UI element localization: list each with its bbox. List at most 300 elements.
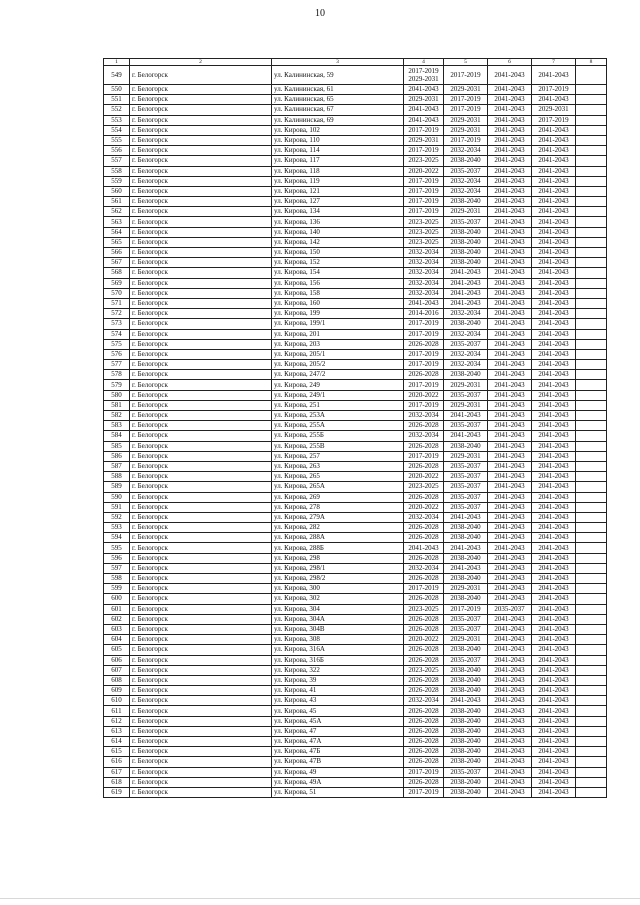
row-number-cell: 577 <box>104 360 130 370</box>
period-4-cell: 2041-2043 <box>532 135 576 145</box>
address-cell: ул. Кирова, 302 <box>272 594 404 604</box>
period-2-cell: 2029-2031 <box>444 125 488 135</box>
period-1-cell: 2017-2019 <box>404 146 444 156</box>
period-2-cell: 2038-2040 <box>444 441 488 451</box>
period-1-cell: 2026-2028 <box>404 747 444 757</box>
address-cell: ул. Кирова, 51 <box>272 787 404 797</box>
note-cell <box>576 309 607 319</box>
note-cell <box>576 349 607 359</box>
row-number-cell: 569 <box>104 278 130 288</box>
address-cell: ул. Кирова, 253А <box>272 411 404 421</box>
settlement-cell: г. Белогорск <box>130 563 272 573</box>
period-4-cell: 2041-2043 <box>532 553 576 563</box>
period-3-cell: 2041-2043 <box>488 645 532 655</box>
period-3-cell: 2041-2043 <box>488 441 532 451</box>
period-4-cell: 2041-2043 <box>532 66 576 85</box>
settlement-cell: г. Белогорск <box>130 288 272 298</box>
period-3-cell: 2041-2043 <box>488 757 532 767</box>
period-4-cell: 2041-2043 <box>532 777 576 787</box>
address-cell: ул. Кирова, 316Б <box>272 655 404 665</box>
table-row <box>104 115 607 125</box>
note-cell <box>576 237 607 247</box>
table-row <box>104 85 607 95</box>
period-4-cell: 2041-2043 <box>532 441 576 451</box>
table-row <box>104 329 607 339</box>
column-number: 7 <box>532 59 576 66</box>
note-cell <box>576 787 607 797</box>
period-1-cell: 2041-2043 <box>404 298 444 308</box>
address-cell: ул. Кирова, 269 <box>272 492 404 502</box>
table-row <box>104 706 607 716</box>
period-2-cell: 2038-2040 <box>444 533 488 543</box>
period-1-cell: 2026-2028 <box>404 737 444 747</box>
note-cell <box>576 95 607 105</box>
period-1-cell: 2017-2019 <box>404 125 444 135</box>
period-1-cell: 2023-2025 <box>404 156 444 166</box>
period-3-cell: 2041-2043 <box>488 186 532 196</box>
period-1-cell: 2017-2019 <box>404 787 444 797</box>
address-cell: ул. Кирова, 47Б <box>272 747 404 757</box>
period-1-cell: 2020-2022 <box>404 472 444 482</box>
settlement-cell: г. Белогорск <box>130 635 272 645</box>
period-2-cell: 2041-2043 <box>444 278 488 288</box>
address-cell: ул. Кирова, 255В <box>272 441 404 451</box>
period-4-cell: 2041-2043 <box>532 563 576 573</box>
period-4-cell: 2041-2043 <box>532 156 576 166</box>
table-row <box>104 227 607 237</box>
table-row <box>104 258 607 268</box>
settlement-cell: г. Белогорск <box>130 533 272 543</box>
row-number-cell: 605 <box>104 645 130 655</box>
row-number-cell: 597 <box>104 563 130 573</box>
table-row <box>104 431 607 441</box>
note-cell <box>576 125 607 135</box>
period-4-cell: 2041-2043 <box>532 95 576 105</box>
table-row <box>104 787 607 797</box>
table-row <box>104 584 607 594</box>
period-2-cell: 2038-2040 <box>444 258 488 268</box>
settlement-cell: г. Белогорск <box>130 258 272 268</box>
period-3-cell: 2041-2043 <box>488 329 532 339</box>
table-row <box>104 349 607 359</box>
table-row <box>104 543 607 553</box>
note-cell <box>576 533 607 543</box>
period-4-cell: 2041-2043 <box>532 584 576 594</box>
settlement-cell: г. Белогорск <box>130 553 272 563</box>
period-4-cell: 2041-2043 <box>532 472 576 482</box>
note-cell <box>576 604 607 614</box>
period-2-cell: 2032-2034 <box>444 146 488 156</box>
table-row <box>104 574 607 584</box>
period-3-cell: 2041-2043 <box>488 319 532 329</box>
settlement-cell: г. Белогорск <box>130 197 272 207</box>
row-number-cell: 565 <box>104 237 130 247</box>
period-1-cell: 2023-2025 <box>404 604 444 614</box>
row-number-cell: 614 <box>104 737 130 747</box>
table-row <box>104 217 607 227</box>
period-1-cell: 2017-2019 <box>404 360 444 370</box>
note-cell <box>576 624 607 634</box>
period-3-cell: 2041-2043 <box>488 787 532 797</box>
period-4-cell: 2041-2043 <box>532 237 576 247</box>
note-cell <box>576 737 607 747</box>
note-cell <box>576 156 607 166</box>
period-3-cell: 2041-2043 <box>488 258 532 268</box>
period-1-cell: 2023-2025 <box>404 237 444 247</box>
period-4-cell: 2041-2043 <box>532 258 576 268</box>
period-1-cell: 2026-2028 <box>404 421 444 431</box>
row-number-cell: 593 <box>104 523 130 533</box>
period-2-cell: 2038-2040 <box>444 645 488 655</box>
row-number-cell: 566 <box>104 248 130 258</box>
period-4-cell: 2041-2043 <box>532 655 576 665</box>
period-4-cell: 2041-2043 <box>532 125 576 135</box>
table-row <box>104 248 607 258</box>
table-row <box>104 95 607 105</box>
address-cell: ул. Кирова, 304А <box>272 614 404 624</box>
period-3-cell: 2041-2043 <box>488 767 532 777</box>
row-number-cell: 573 <box>104 319 130 329</box>
settlement-cell: г. Белогорск <box>130 166 272 176</box>
note-cell <box>576 288 607 298</box>
period-4-cell: 2041-2043 <box>532 400 576 410</box>
column-number-row <box>104 59 607 66</box>
note-cell <box>576 523 607 533</box>
note-cell <box>576 115 607 125</box>
period-2-cell: 2038-2040 <box>444 716 488 726</box>
note-cell <box>576 482 607 492</box>
row-number-cell: 601 <box>104 604 130 614</box>
row-number-cell: 571 <box>104 298 130 308</box>
address-cell: ул. Кирова, 298/1 <box>272 563 404 573</box>
period-4-cell: 2041-2043 <box>532 411 576 421</box>
address-cell: ул. Кирова, 282 <box>272 523 404 533</box>
row-number-cell: 585 <box>104 441 130 451</box>
note-cell <box>576 176 607 186</box>
row-number-cell: 554 <box>104 125 130 135</box>
note-cell <box>576 298 607 308</box>
column-number: 2 <box>130 59 272 66</box>
period-3-cell: 2041-2043 <box>488 543 532 553</box>
row-number-cell: 552 <box>104 105 130 115</box>
period-3-cell: 2041-2043 <box>488 339 532 349</box>
period-2-cell: 2032-2034 <box>444 349 488 359</box>
housing-repair-schedule-table <box>103 58 607 798</box>
period-3-cell: 2041-2043 <box>488 451 532 461</box>
period-2-cell: 2038-2040 <box>444 706 488 716</box>
settlement-cell: г. Белогорск <box>130 451 272 461</box>
period-2-cell: 2017-2019 <box>444 66 488 85</box>
table-row <box>104 186 607 196</box>
table-row <box>104 512 607 522</box>
period-3-cell: 2041-2043 <box>488 360 532 370</box>
settlement-cell: г. Белогорск <box>130 268 272 278</box>
row-number-cell: 591 <box>104 502 130 512</box>
note-cell <box>576 248 607 258</box>
period-4-cell: 2041-2043 <box>532 421 576 431</box>
period-2-cell: 2035-2037 <box>444 461 488 471</box>
row-number-cell: 563 <box>104 217 130 227</box>
period-2-cell: 2038-2040 <box>444 237 488 247</box>
period-2-cell: 2038-2040 <box>444 737 488 747</box>
table-row <box>104 461 607 471</box>
period-1-cell: 2032-2034 <box>404 268 444 278</box>
note-cell <box>576 85 607 95</box>
note-cell <box>576 411 607 421</box>
period-2-cell: 2029-2031 <box>444 400 488 410</box>
settlement-cell: г. Белогорск <box>130 777 272 787</box>
period-2-cell: 2035-2037 <box>444 390 488 400</box>
row-number-cell: 579 <box>104 380 130 390</box>
table-row <box>104 675 607 685</box>
settlement-cell: г. Белогорск <box>130 441 272 451</box>
row-number-cell: 564 <box>104 227 130 237</box>
settlement-cell: г. Белогорск <box>130 614 272 624</box>
address-cell: ул. Кирова, 247/2 <box>272 370 404 380</box>
note-cell <box>576 757 607 767</box>
address-cell: ул. Кирова, 308 <box>272 635 404 645</box>
row-number-cell: 598 <box>104 574 130 584</box>
period-4-cell: 2041-2043 <box>532 349 576 359</box>
period-1-cell: 2020-2022 <box>404 390 444 400</box>
period-4-cell: 2041-2043 <box>532 278 576 288</box>
period-1-cell: 2020-2022 <box>404 502 444 512</box>
note-cell <box>576 594 607 604</box>
address-cell: ул. Кирова, 154 <box>272 268 404 278</box>
period-4-cell: 2041-2043 <box>532 370 576 380</box>
row-number-cell: 555 <box>104 135 130 145</box>
address-cell: ул. Кирова, 134 <box>272 207 404 217</box>
period-1-cell: 2026-2028 <box>404 441 444 451</box>
row-number-cell: 619 <box>104 787 130 797</box>
period-3-cell: 2041-2043 <box>488 696 532 706</box>
note-cell <box>576 217 607 227</box>
period-1-cell: 2026-2028 <box>404 645 444 655</box>
note-cell <box>576 441 607 451</box>
period-3-cell: 2041-2043 <box>488 686 532 696</box>
address-cell: ул. Калининская, 61 <box>272 85 404 95</box>
period-2-cell: 2038-2040 <box>444 665 488 675</box>
row-number-cell: 607 <box>104 665 130 675</box>
table-row <box>104 105 607 115</box>
settlement-cell: г. Белогорск <box>130 502 272 512</box>
settlement-cell: г. Белогорск <box>130 624 272 634</box>
period-3-cell: 2041-2043 <box>488 574 532 584</box>
period-4-cell: 2029-2031 <box>532 105 576 115</box>
note-cell <box>576 492 607 502</box>
note-cell <box>576 390 607 400</box>
period-2-cell: 2032-2034 <box>444 186 488 196</box>
period-1-cell: 2023-2025 <box>404 482 444 492</box>
period-2-cell: 2041-2043 <box>444 512 488 522</box>
settlement-cell: г. Белогорск <box>130 339 272 349</box>
period-3-cell: 2041-2043 <box>488 584 532 594</box>
address-cell: ул. Кирова, 263 <box>272 461 404 471</box>
period-1-cell: 2017-2019 <box>404 767 444 777</box>
settlement-cell: г. Белогорск <box>130 217 272 227</box>
settlement-cell: г. Белогорск <box>130 584 272 594</box>
address-cell: ул. Кирова, 160 <box>272 298 404 308</box>
period-2-cell: 2029-2031 <box>444 85 488 95</box>
note-cell <box>576 431 607 441</box>
row-number-cell: 558 <box>104 166 130 176</box>
table-row <box>104 125 607 135</box>
address-cell: ул. Кирова, 43 <box>272 696 404 706</box>
period-1-cell: 2041-2043 <box>404 543 444 553</box>
address-cell: ул. Калининская, 59 <box>272 66 404 85</box>
address-cell: ул. Кирова, 257 <box>272 451 404 461</box>
settlement-cell: г. Белогорск <box>130 207 272 217</box>
period-1-cell: 2041-2043 <box>404 85 444 95</box>
period-1-cell: 2026-2028 <box>404 533 444 543</box>
period-3-cell: 2041-2043 <box>488 298 532 308</box>
table-row <box>104 655 607 665</box>
row-number-cell: 595 <box>104 543 130 553</box>
table-row <box>104 298 607 308</box>
row-number-cell: 596 <box>104 553 130 563</box>
period-4-cell: 2041-2043 <box>532 737 576 747</box>
note-cell <box>576 258 607 268</box>
table-row <box>104 421 607 431</box>
settlement-cell: г. Белогорск <box>130 512 272 522</box>
address-cell: ул. Кирова, 265 <box>272 472 404 482</box>
row-number-cell: 611 <box>104 706 130 716</box>
row-number-cell: 568 <box>104 268 130 278</box>
column-number: 8 <box>576 59 607 66</box>
row-number-cell: 603 <box>104 624 130 634</box>
note-cell <box>576 726 607 736</box>
row-number-cell: 575 <box>104 339 130 349</box>
period-2-cell: 2038-2040 <box>444 574 488 584</box>
period-3-cell: 2041-2043 <box>488 533 532 543</box>
address-cell: ул. Кирова, 114 <box>272 146 404 156</box>
period-4-cell: 2041-2043 <box>532 431 576 441</box>
settlement-cell: г. Белогорск <box>130 248 272 258</box>
table-row <box>104 380 607 390</box>
address-cell: ул. Кирова, 316А <box>272 645 404 655</box>
period-4-cell: 2017-2019 <box>532 85 576 95</box>
address-cell: ул. Кирова, 110 <box>272 135 404 145</box>
period-2-cell: 2038-2040 <box>444 248 488 258</box>
settlement-cell: г. Белогорск <box>130 543 272 553</box>
period-2-cell: 2029-2031 <box>444 635 488 645</box>
period-4-cell: 2041-2043 <box>532 675 576 685</box>
period-2-cell: 2017-2019 <box>444 604 488 614</box>
period-4-cell: 2041-2043 <box>532 523 576 533</box>
period-3-cell: 2041-2043 <box>488 380 532 390</box>
settlement-cell: г. Белогорск <box>130 135 272 145</box>
address-cell: ул. Калининская, 67 <box>272 105 404 115</box>
period-1-cell: 2041-2043 <box>404 105 444 115</box>
period-1-cell: 2026-2028 <box>404 523 444 533</box>
period-2-cell: 2041-2043 <box>444 563 488 573</box>
table-row <box>104 166 607 176</box>
period-3-cell: 2041-2043 <box>488 248 532 258</box>
period-2-cell: 2029-2031 <box>444 115 488 125</box>
table-row <box>104 737 607 747</box>
period-4-cell: 2041-2043 <box>532 390 576 400</box>
row-number-cell: 602 <box>104 614 130 624</box>
period-3-cell: 2041-2043 <box>488 747 532 757</box>
row-number-cell: 560 <box>104 186 130 196</box>
settlement-cell: г. Белогорск <box>130 757 272 767</box>
period-4-cell: 2041-2043 <box>532 309 576 319</box>
period-3-cell: 2041-2043 <box>488 288 532 298</box>
address-cell: ул. Кирова, 249/1 <box>272 390 404 400</box>
period-3-cell: 2035-2037 <box>488 604 532 614</box>
note-cell <box>576 421 607 431</box>
note-cell <box>576 686 607 696</box>
note-cell <box>576 186 607 196</box>
row-number-cell: 613 <box>104 726 130 736</box>
row-number-cell: 594 <box>104 533 130 543</box>
table-row <box>104 278 607 288</box>
period-3-cell: 2041-2043 <box>488 66 532 85</box>
settlement-cell: г. Белогорск <box>130 237 272 247</box>
period-2-cell: 2017-2019 <box>444 95 488 105</box>
period-1-cell: 2026-2028 <box>404 461 444 471</box>
period-4-cell: 2041-2043 <box>532 726 576 736</box>
address-cell: ул. Кирова, 322 <box>272 665 404 675</box>
row-number-cell: 588 <box>104 472 130 482</box>
note-cell <box>576 319 607 329</box>
period-2-cell: 2029-2031 <box>444 207 488 217</box>
period-1-cell: 2026-2028 <box>404 757 444 767</box>
note-cell <box>576 146 607 156</box>
table-row <box>104 482 607 492</box>
note-cell <box>576 767 607 777</box>
period-3-cell: 2041-2043 <box>488 665 532 675</box>
settlement-cell: г. Белогорск <box>130 686 272 696</box>
period-2-cell: 2038-2040 <box>444 156 488 166</box>
period-1-cell: 2026-2028 <box>404 614 444 624</box>
table-row <box>104 686 607 696</box>
address-cell: ул. Кирова, 45 <box>272 706 404 716</box>
period-1-cell: 2023-2025 <box>404 217 444 227</box>
row-number-cell: 567 <box>104 258 130 268</box>
table-row <box>104 370 607 380</box>
period-4-cell: 2041-2043 <box>532 594 576 604</box>
column-number: 5 <box>444 59 488 66</box>
period-3-cell: 2041-2043 <box>488 716 532 726</box>
period-3-cell: 2041-2043 <box>488 115 532 125</box>
period-2-cell: 2041-2043 <box>444 411 488 421</box>
note-cell <box>576 472 607 482</box>
period-3-cell: 2041-2043 <box>488 309 532 319</box>
period-3-cell: 2041-2043 <box>488 125 532 135</box>
settlement-cell: г. Белогорск <box>130 115 272 125</box>
row-number-cell: 581 <box>104 400 130 410</box>
period-4-cell: 2041-2043 <box>532 747 576 757</box>
note-cell <box>576 339 607 349</box>
row-number-cell: 574 <box>104 329 130 339</box>
period-3-cell: 2041-2043 <box>488 390 532 400</box>
settlement-cell: г. Белогорск <box>130 146 272 156</box>
settlement-cell: г. Белогорск <box>130 574 272 584</box>
period-1-cell: 2026-2028 <box>404 594 444 604</box>
period-1-cell: 2017-2019 <box>404 176 444 186</box>
row-number-cell: 550 <box>104 85 130 95</box>
period-1-cell: 2026-2028 <box>404 777 444 787</box>
table-row <box>104 472 607 482</box>
period-2-cell: 2038-2040 <box>444 553 488 563</box>
period-4-cell: 2041-2043 <box>532 706 576 716</box>
table-row <box>104 767 607 777</box>
settlement-cell: г. Белогорск <box>130 645 272 655</box>
period-3-cell: 2041-2043 <box>488 624 532 634</box>
period-1-cell: 2023-2025 <box>404 665 444 675</box>
table-row <box>104 533 607 543</box>
